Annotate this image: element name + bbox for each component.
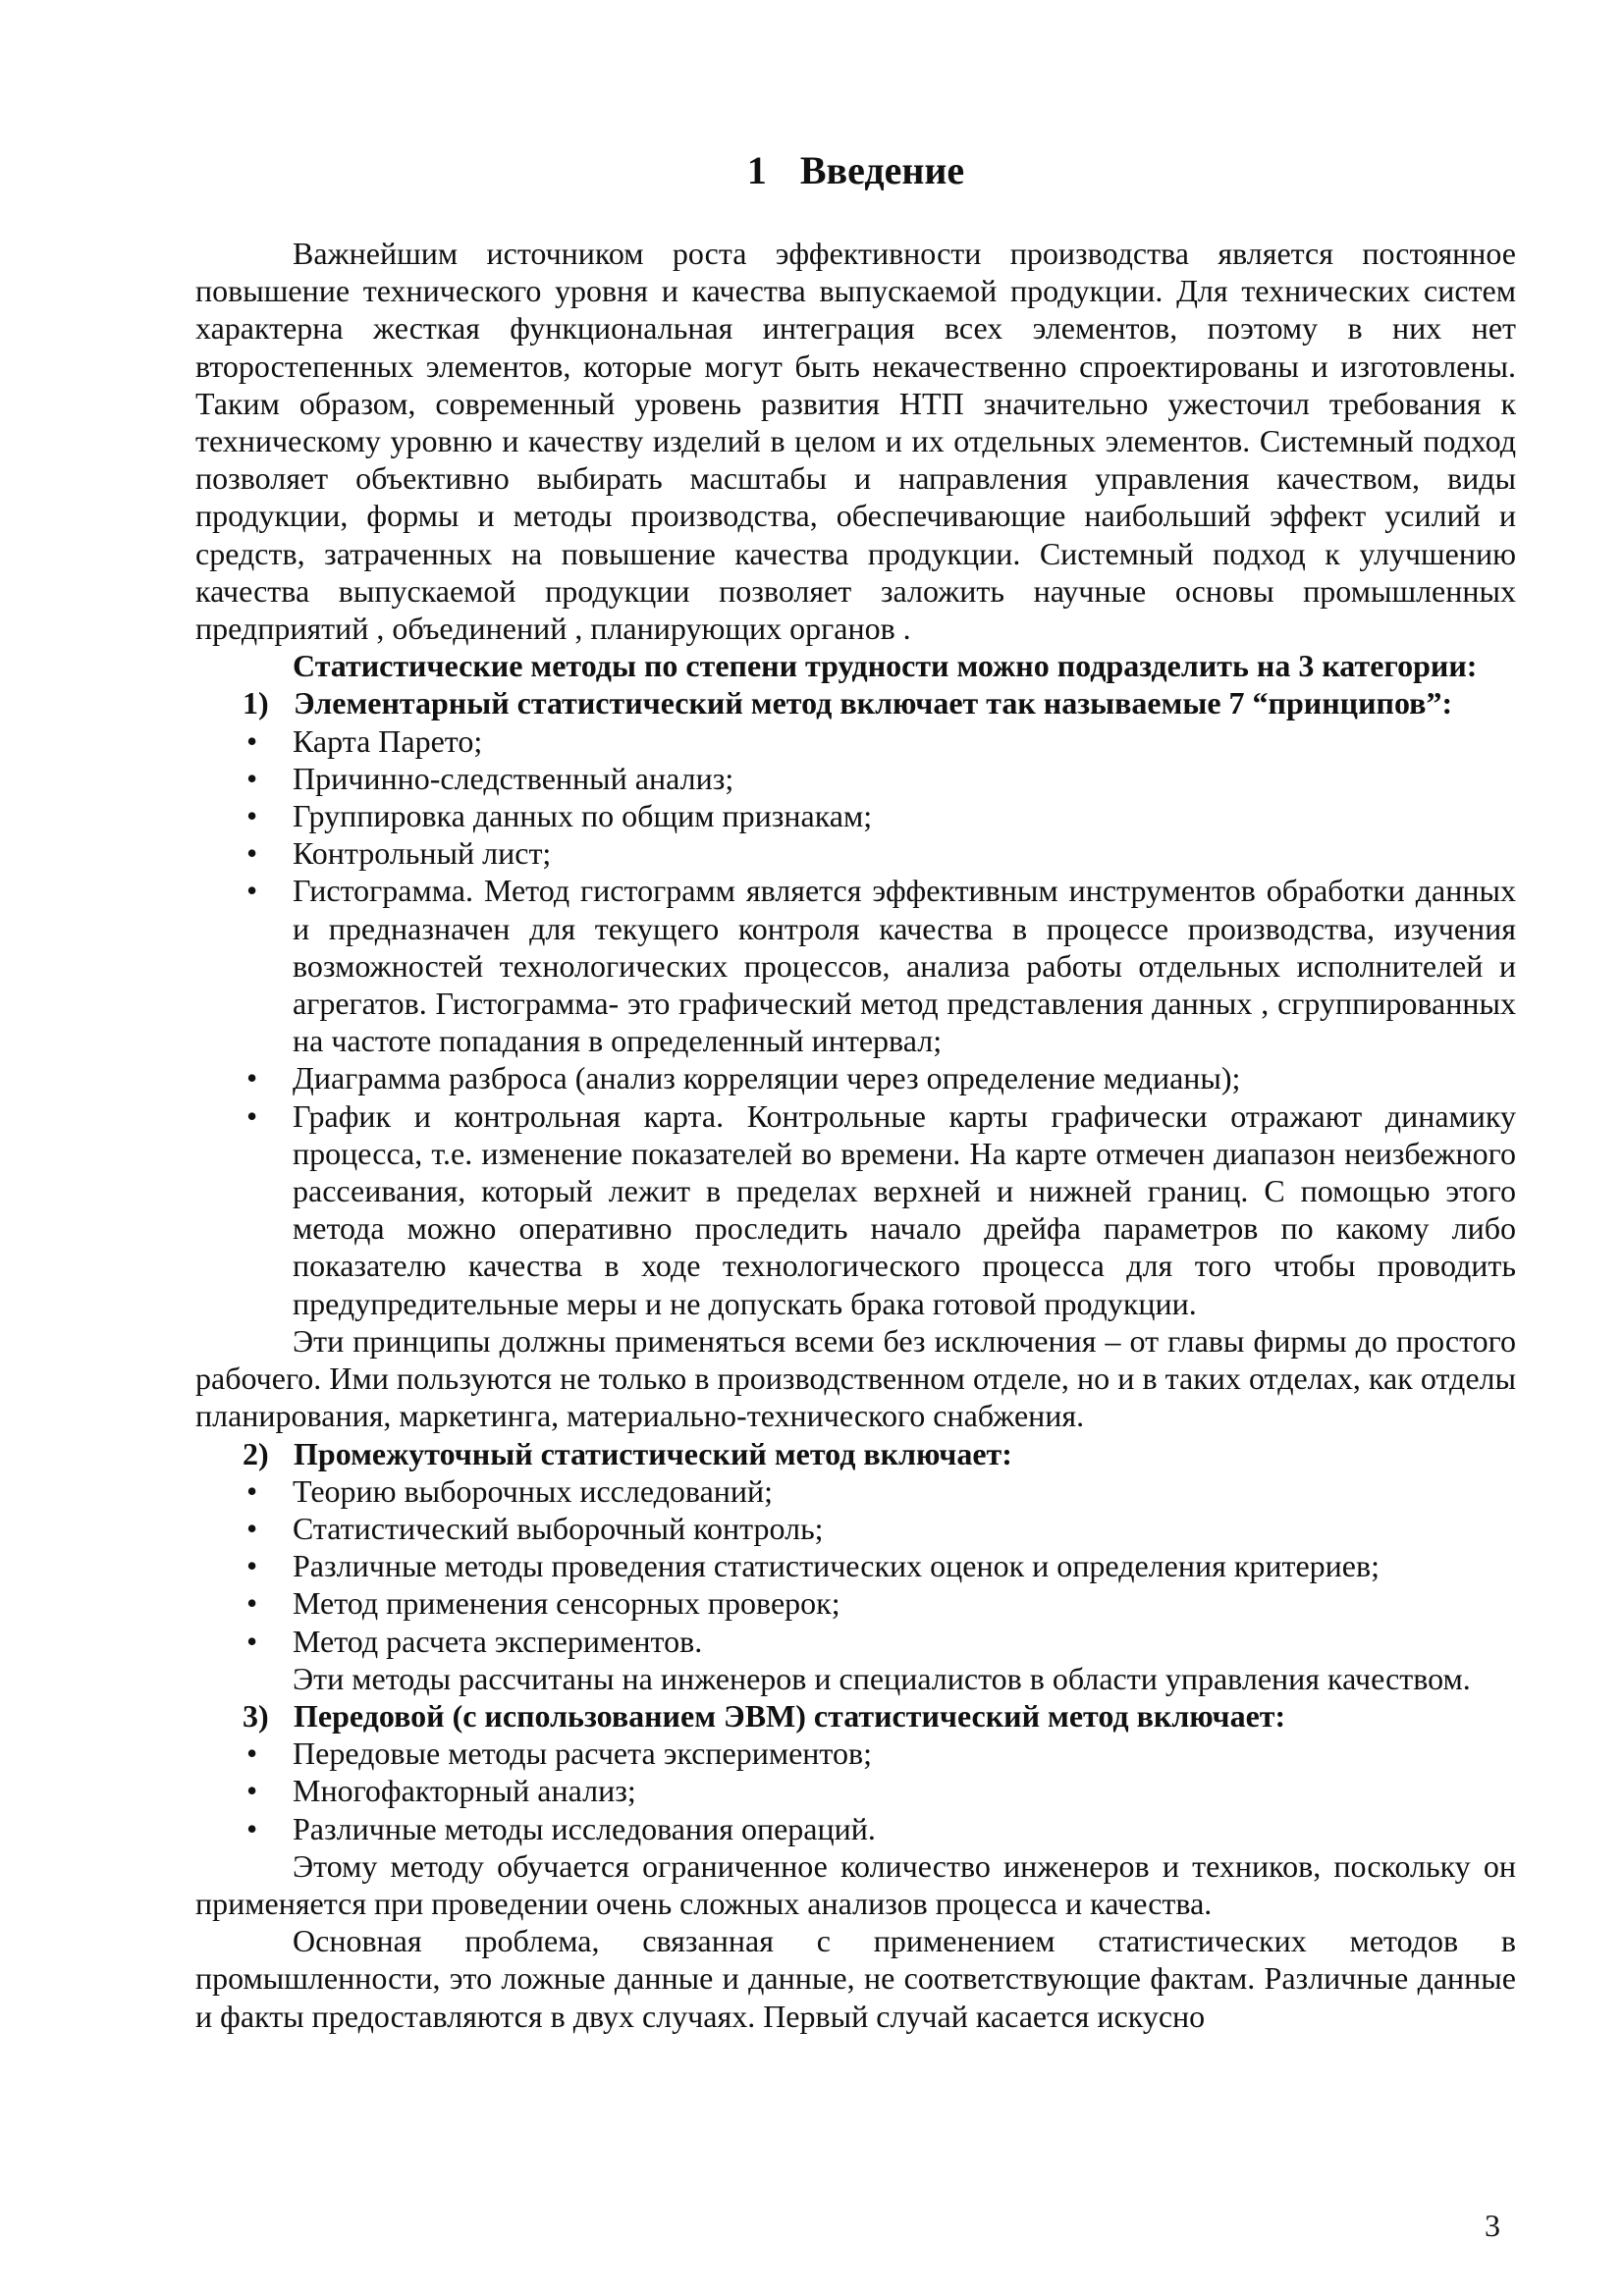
bullet-icon: • xyxy=(246,1735,258,1772)
list-item-text: График и контрольная карта. Контрольные карты графически отражают динамику процесса, т.е. изменение показателей во времени. На карте отмечен диапазон неизбежного рассеивания, который лежит в пределах верхней и нижней границ. С помощью этого метода можно оперативно проследить начало дрейфа параметров по какому либо показателю качества в ходе технологического процесса для того чтобы проводить предупредительные меры и не допускать брака готовой продукции. xyxy=(293,1097,1516,1321)
list-item xyxy=(195,1472,1516,1510)
list-item-text: Статистический выборочный контроль; xyxy=(293,1510,824,1546)
bullet-icon: • xyxy=(246,1623,258,1659)
bullet-icon: • xyxy=(246,1773,258,1809)
list-item-text: Различные методы исследования операций. xyxy=(293,1810,876,1846)
section-note: Эти методы рассчитаны на инженеров и специалистов в области управления качеством. xyxy=(293,1660,1471,1696)
bullet-list-elementary xyxy=(195,722,1516,1322)
list-item-text: Карта Парето; xyxy=(293,722,483,759)
section-title-text: Промежуточный статистический метод включает: xyxy=(294,1435,1012,1471)
section-title-elementary xyxy=(195,684,1516,721)
section-intermediate xyxy=(195,1435,1516,1697)
page-number: 3 xyxy=(1485,2208,1500,2243)
list-item-text: Метод применения сенсорных проверок; xyxy=(293,1585,840,1622)
section-marker: 2) xyxy=(243,1435,269,1471)
section-advanced xyxy=(195,1697,1516,1922)
section-title-intermediate xyxy=(195,1435,1516,1472)
list-item xyxy=(195,872,1516,1059)
section-number: 1 xyxy=(746,148,767,192)
bullet-icon: • xyxy=(246,760,258,796)
list-item xyxy=(195,1584,1516,1622)
list-item-text: Контрольный лист; xyxy=(293,835,552,872)
list-item-text: Причинно-следственный анализ; xyxy=(293,760,734,796)
section-title: Введение xyxy=(799,148,965,192)
section-marker: 3) xyxy=(243,1697,269,1734)
bullet-icon: • xyxy=(246,835,258,872)
section-elementary xyxy=(195,684,1516,1434)
list-item xyxy=(195,722,1516,760)
bullet-icon: • xyxy=(246,1097,258,1134)
bullet-list-intermediate xyxy=(195,1472,1516,1660)
bullet-icon: • xyxy=(246,873,258,909)
list-item xyxy=(195,1059,1516,1096)
list-item xyxy=(195,1772,1516,1809)
list-item xyxy=(195,1735,1516,1772)
list-item xyxy=(195,1510,1516,1547)
list-item-text: Метод расчета экспериментов. xyxy=(293,1623,703,1659)
list-item-text: Многофакторный анализ; xyxy=(293,1773,636,1809)
section-title-advanced xyxy=(195,1697,1516,1735)
list-item xyxy=(195,760,1516,797)
bullet-icon: • xyxy=(246,1510,258,1546)
list-item-text: Группировка данных по общим признакам; xyxy=(293,798,873,834)
list-item xyxy=(195,1623,1516,1660)
list-item-text: Различные методы проведения статистических оценок и определения критериев; xyxy=(293,1548,1380,1584)
list-item-text: Теорию выборочных исследований; xyxy=(293,1472,774,1509)
section-note: Этому методу обучается ограниченное количество инженеров и техников, поскольку он применяется при проведении очень сложных анализов процесса и качества. xyxy=(195,1847,1516,1921)
categories-intro: Статистические методы по степени трудности можно подразделить на 3 категории: xyxy=(293,648,1478,684)
list-item xyxy=(195,1810,1516,1847)
intro-paragraph: Важнейшим источником роста эффективности производства является постоянное повышение технического уровня и качества выпускаемой продукции. Для технических систем характерна жесткая функциональная интеграция всех элементов, поэтому в них нет второстепенных элементов, которые могут быть некачественно спроектированы и изготовлены. Таким образом, современный уровень развития НТП значительно ужесточил требования к техническому уровню и качеству изделий в целом и их отдельных элементов. Системный подход позволяет объективно выбирать масштабы и направления управления качеством, виды продукции, формы и методы производства, обеспечивающие наибольший эффект усилий и средств, затраченных на повышение качества продукции. Системный подход к улучшению качества выпускаемой продукции позволяет заложить научные основы промышленных предприятий , объединений , планирующих органов . xyxy=(195,236,1516,647)
list-item-text: Передовые методы расчета экспериментов; xyxy=(293,1735,872,1772)
bullet-icon: • xyxy=(246,1060,258,1096)
bullet-icon: • xyxy=(246,1585,258,1622)
list-item-text: Гистограмма. Метод гистограмм является эффективным инструментов обработки данных и предназначен для текущего контроля качества в процессе производства, изучения возможностей технологических процессов, анализа работы отдельных исполнителей и агрегатов. Гистограмма- это графический метод представления данных , сгруппированных на частоте попадания в определенный интервал; xyxy=(293,873,1516,1059)
list-item-text: Диаграмма разброса (анализ корреляции через определение медианы); xyxy=(293,1060,1241,1096)
section-title-text: Элементарный статистический метод включает так называемые 7 “принципов”: xyxy=(294,685,1453,721)
bullet-icon: • xyxy=(246,1810,258,1846)
list-item xyxy=(195,1547,1516,1584)
bullet-icon: • xyxy=(246,798,258,834)
closing-paragraph: Основная проблема, связанная с применением статистических методов в промышленности, это ложные данные и данные, не соответствующие фактам. Различные данные и факты предоставляются в двух случаях. Первый случай касается искусно xyxy=(195,1923,1516,2034)
list-item xyxy=(195,797,1516,834)
bullet-icon: • xyxy=(246,1472,258,1509)
section-marker: 1) xyxy=(243,685,269,721)
section-title-text: Передовой (с использованием ЭВМ) статистический метод включает: xyxy=(294,1697,1286,1734)
page-content xyxy=(195,147,1516,2035)
list-item xyxy=(195,1097,1516,1322)
section-heading xyxy=(195,147,1516,194)
list-item xyxy=(195,834,1516,872)
section-note: Эти принципы должны применяться всеми без исключения – от главы фирмы до простого рабочего. Ими пользуются не только в производственном отделе, но и в таких отделах, как отделы планирования, маркетинга, материально-технического снабжения. xyxy=(195,1322,1516,1434)
bullet-icon: • xyxy=(246,1548,258,1584)
bullet-list-advanced xyxy=(195,1735,1516,1847)
bullet-icon: • xyxy=(246,722,258,759)
